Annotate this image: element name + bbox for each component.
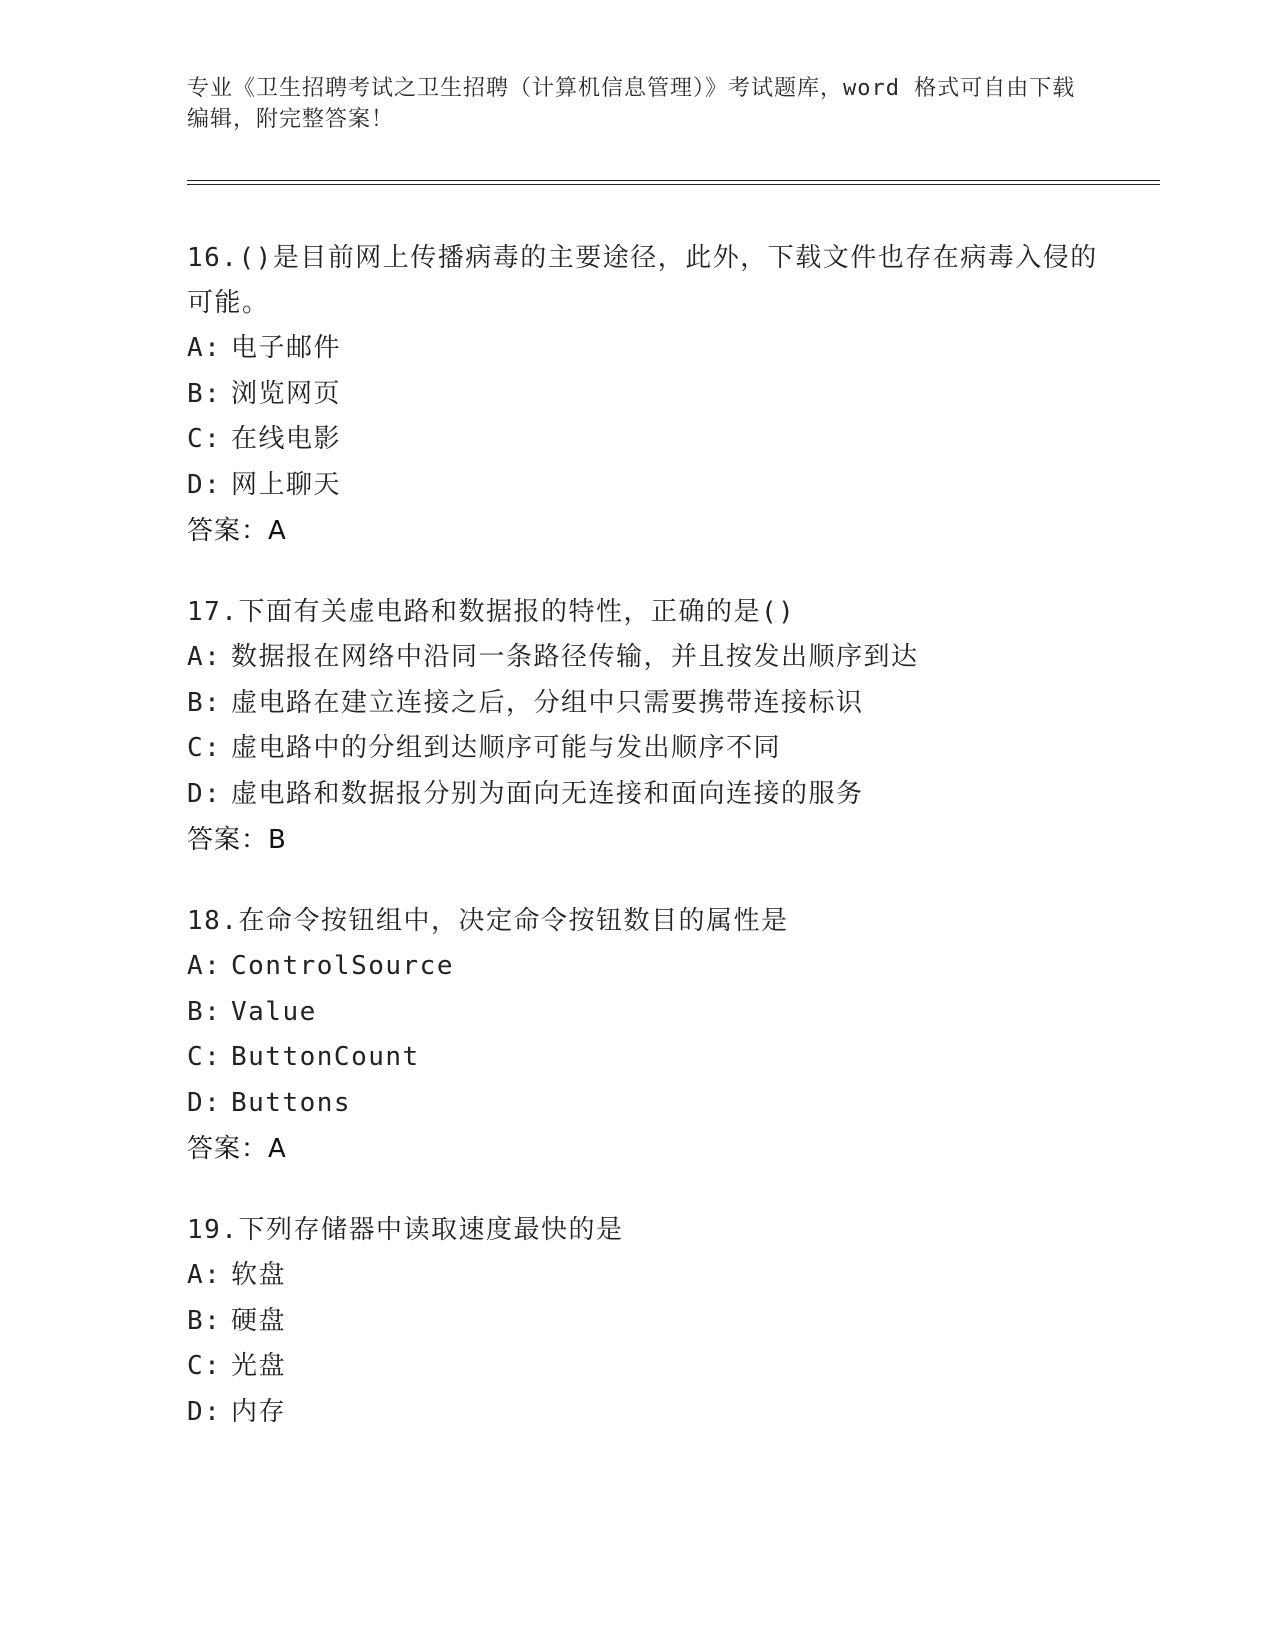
option-d — [187, 772, 1107, 818]
header-divider-top — [187, 180, 1160, 181]
question-list — [187, 236, 1107, 1471]
option-letter: B: — [187, 687, 222, 718]
option-letter: A: — [187, 642, 222, 672]
question-19 — [187, 1208, 1107, 1435]
answer-line: 答案：A — [187, 516, 287, 546]
option-text: 数据报在网络中沿同一条路径传输，并且按发出顺序到达 — [231, 642, 919, 672]
option-b — [187, 1299, 1107, 1345]
option-letter: C: — [187, 1351, 222, 1381]
header-intro-text: 专业《卫生招聘考试之卫生招聘（计算机信息管理）》考试题库，word 格式可自由下载编辑，附完整答案！ — [187, 76, 1076, 132]
option-text: 电子邮件 — [231, 333, 342, 363]
option-b — [187, 990, 1107, 1036]
option-text: 软盘 — [231, 1260, 287, 1290]
question-16 — [187, 236, 1107, 554]
option-letter: B: — [187, 996, 222, 1027]
option-text: 虚电路和数据报分别为面向无连接和面向连接的服务 — [231, 778, 864, 809]
option-letter: D: — [187, 1396, 222, 1427]
option-letter: A: — [187, 1260, 222, 1290]
option-letter: C: — [187, 424, 222, 454]
answer-line: 答案：A — [187, 1134, 287, 1164]
option-letter: C: — [187, 1042, 222, 1072]
option-text: 浏览网页 — [231, 378, 342, 409]
question-stem: 18.在命令按钮组中，决定命令按钮数目的属性是 — [187, 906, 789, 936]
option-c — [187, 1344, 1107, 1390]
document-header — [187, 73, 1087, 135]
option-d — [187, 1390, 1107, 1436]
option-text: 在线电影 — [231, 424, 342, 454]
option-c — [187, 417, 1107, 463]
option-letter: D: — [187, 469, 222, 500]
option-d — [187, 1081, 1107, 1127]
option-text: 光盘 — [231, 1351, 287, 1381]
option-text: ButtonCount — [231, 1042, 420, 1072]
question-stem: 16.()是目前网上传播病毒的主要途径，此外，下载文件也存在病毒入侵的可能。 — [187, 243, 1098, 318]
header-divider-bottom — [187, 184, 1160, 185]
option-text: 虚电路中的分组到达顺序可能与发出顺序不同 — [231, 733, 782, 763]
option-a — [187, 1253, 1107, 1299]
option-letter: D: — [187, 1087, 222, 1118]
option-letter: B: — [187, 378, 222, 409]
option-d — [187, 463, 1107, 509]
question-18 — [187, 899, 1107, 1172]
option-b — [187, 372, 1107, 418]
option-a — [187, 635, 1107, 681]
option-text: 内存 — [231, 1396, 287, 1427]
option-text: Buttons — [231, 1087, 352, 1118]
option-a — [187, 944, 1107, 990]
option-c — [187, 726, 1107, 772]
question-stem: 17.下面有关虚电路和数据报的特性，正确的是() — [187, 597, 796, 627]
question-stem: 19.下列存储器中读取速度最快的是 — [187, 1215, 624, 1245]
question-17 — [187, 590, 1107, 863]
option-a — [187, 326, 1107, 372]
option-letter: A: — [187, 333, 222, 363]
option-text: ControlSource — [231, 951, 454, 981]
option-letter: A: — [187, 951, 222, 981]
option-b — [187, 681, 1107, 727]
option-letter: C: — [187, 733, 222, 763]
option-c — [187, 1035, 1107, 1081]
option-text: 虚电路在建立连接之后，分组中只需要携带连接标识 — [231, 687, 864, 718]
option-text: 硬盘 — [231, 1305, 287, 1336]
option-letter: D: — [187, 778, 222, 809]
option-text: 网上聊天 — [231, 469, 342, 500]
option-letter: B: — [187, 1305, 222, 1336]
answer-line: 答案：B — [187, 825, 287, 855]
option-text: Value — [231, 996, 317, 1027]
